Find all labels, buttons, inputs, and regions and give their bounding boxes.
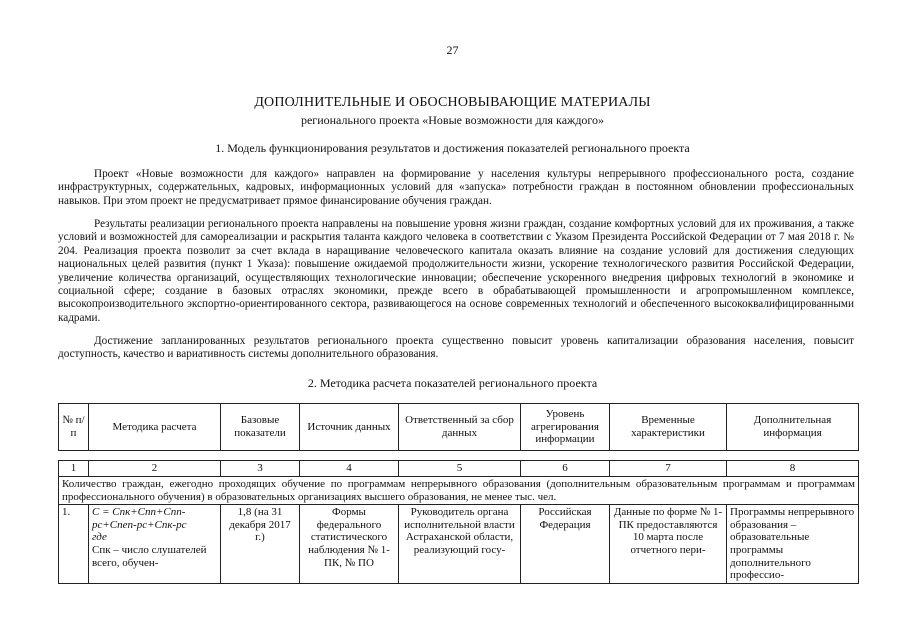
header-cell: Временные характеристики bbox=[610, 404, 727, 451]
paragraph-2: Результаты реализации регионального проекта направлены на повышение уровня жизни граждан, создание комфортных условий для их проживания, а также условий и возможностей для самореализации и раскрытия таланта каждого человека в соответствии с Указом Президента Российской Федерации от 7 мая 2018 г. № 204. Реализация проекта позволит за счет вклада в наращивание человеческого капитала оказать влияние на создание условий для достижения следующих национальных целей развития (пункт 1 Указа): повышение ожидаемой продолжительности жизни, ускорение технологического развития Российской Федерации, увеличение количества организаций, осуществляющих технологические инновации; обеспечение ускоренного внедрения цифровых технологий в экономике и социальной сфере; создание в базовых отраслях экономики, прежде всего в обрабатывающей промышленности и агропромышленном комплексе, высокопроизводительного экспортно-ориентированного сектора, развивающегося на основе современных технологий и обеспеченного высококвалифицированными кадрами. bbox=[58, 218, 854, 324]
column-number-row bbox=[59, 461, 859, 477]
methodology-table bbox=[58, 403, 859, 584]
formula-where: где bbox=[92, 531, 107, 544]
header-cell: Ответственный за сбор данных bbox=[399, 404, 521, 451]
table-row bbox=[59, 505, 859, 584]
formula-description: Cпк – число слушателей всего, обучен- bbox=[92, 543, 207, 569]
column-number: 2 bbox=[89, 461, 221, 477]
table-header-row bbox=[59, 404, 859, 451]
extra-info-cell: Программы непрерывного образования – образовательные программы дополнительного профессио- bbox=[727, 505, 859, 584]
formula: C = Cпк+Cпп+Cпп-рс+Cпеп-рс+Cпк-рс bbox=[92, 506, 187, 531]
table-gap-row bbox=[59, 451, 859, 461]
row-number: 1. bbox=[59, 505, 89, 584]
column-number: 7 bbox=[610, 461, 727, 477]
source-cell: Формы федерального статистического наблюдения № 1-ПК, № ПО bbox=[300, 505, 399, 584]
indicator-row bbox=[59, 477, 859, 505]
document-subtitle: регионального проекта «Новые возможности для каждого» bbox=[300, 113, 605, 127]
timing-cell: Данные по форме № 1-ПК предоставляются 10 марта после отчетного пери- bbox=[610, 505, 727, 584]
header-cell: Источник данных bbox=[300, 404, 399, 451]
section-2-heading: 2. Методика расчета показателей регионального проекта bbox=[307, 376, 598, 390]
column-number: 3 bbox=[221, 461, 300, 477]
header-cell: № п/п bbox=[59, 404, 89, 451]
paragraph-1: Проект «Новые возможности для каждого» направлен на формирование у населения культуры непрерывного профессионального роста, создание инфраструктурных, содержательных, кадровых, информационных условий для «запуска» потребности граждан в постоянном обновлении профессиональных навыков. При этом проект не предусматривает прямое финансирование обучения граждан. bbox=[58, 168, 854, 207]
section-1-heading: 1. Модель функционирования результатов и достижения показателей регионального проекта bbox=[215, 141, 690, 155]
document-title: ДОПОЛНИТЕЛЬНЫЕ И ОБОСНОВЫВАЮЩИЕ МАТЕРИАЛЫ bbox=[254, 95, 651, 110]
column-number: 6 bbox=[521, 461, 610, 477]
column-number: 4 bbox=[300, 461, 399, 477]
formula-cell bbox=[89, 505, 221, 584]
column-number: 1 bbox=[59, 461, 89, 477]
indicator-text: Количество граждан, ежегодно проходящих обучение по программам непрерывного образования (дополнительным образовательным программам и программам профессионального обучения) в образовательных организациях высшего образования, не менее тыс. чел. bbox=[59, 477, 859, 505]
responsible-cell: Руководитель органа исполнительной власти Астраханской области, реализующий госу- bbox=[399, 505, 521, 584]
header-cell: Уровень агрегирования информации bbox=[521, 404, 610, 451]
header-cell: Базовые показатели bbox=[221, 404, 300, 451]
header-cell: Методика расчета bbox=[89, 404, 221, 451]
header-cell: Дополнительная информация bbox=[727, 404, 859, 451]
base-value-cell: 1,8 (на 31 декабря 2017 г.) bbox=[221, 505, 300, 584]
page-number: 27 bbox=[446, 43, 459, 57]
paragraph-3: Достижение запланированных результатов регионального проекта существенно повысит уровень капитализации образования населения, повысит доступность, качество и вариативность системы дополнительного образования. bbox=[58, 335, 854, 361]
column-number: 8 bbox=[727, 461, 859, 477]
level-cell: Российская Федерация bbox=[521, 505, 610, 584]
column-number: 5 bbox=[399, 461, 521, 477]
